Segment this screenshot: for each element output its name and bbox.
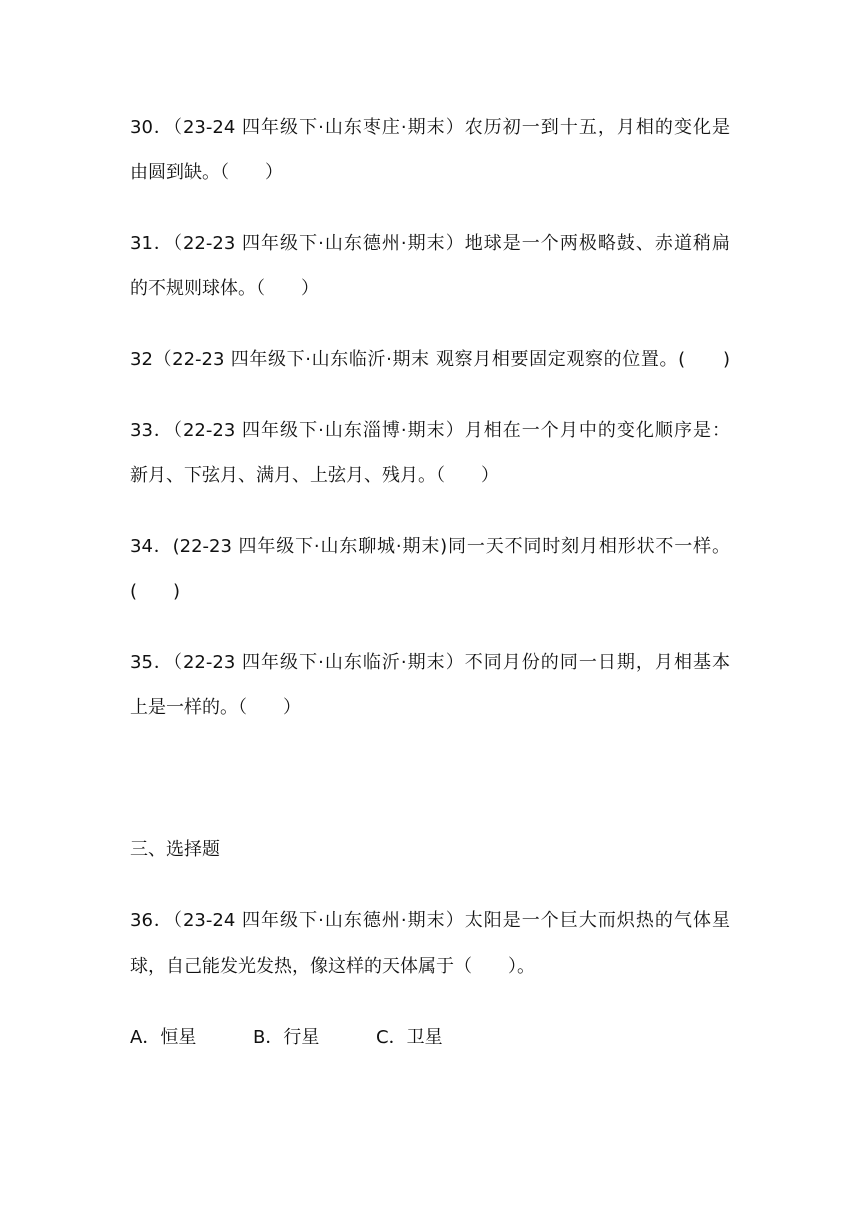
question-34-line-1: 34．(22-23 四年级下·山东聊城·期末)同一天不同时刻月相形状不一样。 [130, 536, 730, 557]
section-title: 三、选择题 [130, 839, 220, 860]
question-30-line-1: 30．（23-24 四年级下·山东枣庄·期末）农历初一到十五，月相的变化是 [130, 117, 730, 138]
question-33-line-2: 新月、下弦月、满月、上弦月、残月。（ ） [130, 465, 499, 486]
question-31-line-1: 31．（22-23 四年级下·山东德州·期末）地球是一个两极略鼓、赤道稍扁 [130, 233, 730, 254]
option-b: B．行星 [253, 1027, 320, 1048]
question-33-line-1: 33．（22-23 四年级下·山东淄博·期末）月相在一个月中的变化顺序是： [130, 420, 730, 441]
question-36-line-1: 36．（23-24 四年级下·山东德州·期末）太阳是一个巨大而炽热的气体星 [130, 910, 730, 931]
question-36-line-2: 球，自己能发光发热，像这样的天体属于（ ）。 [130, 956, 535, 977]
question-31-line-2: 的不规则球体。（ ） [130, 278, 319, 299]
question-36-options [130, 1026, 499, 1050]
question-30-line-2: 由圆到缺。（ ） [130, 162, 283, 183]
question-35-line-1: 35．（22-23 四年级下·山东临沂·期末）不同月份的同一日期，月相基本 [130, 652, 730, 673]
question-35-line-2: 上是一样的。（ ） [130, 697, 301, 718]
option-a: A．恒星 [130, 1027, 197, 1048]
question-32-line-1: 32（22-23 四年级下·山东临沂·期末 观察月相要固定观察的位置。( ) [130, 349, 730, 370]
question-34-line-2: ( ) [130, 581, 181, 602]
option-c: C．卫星 [376, 1027, 443, 1048]
